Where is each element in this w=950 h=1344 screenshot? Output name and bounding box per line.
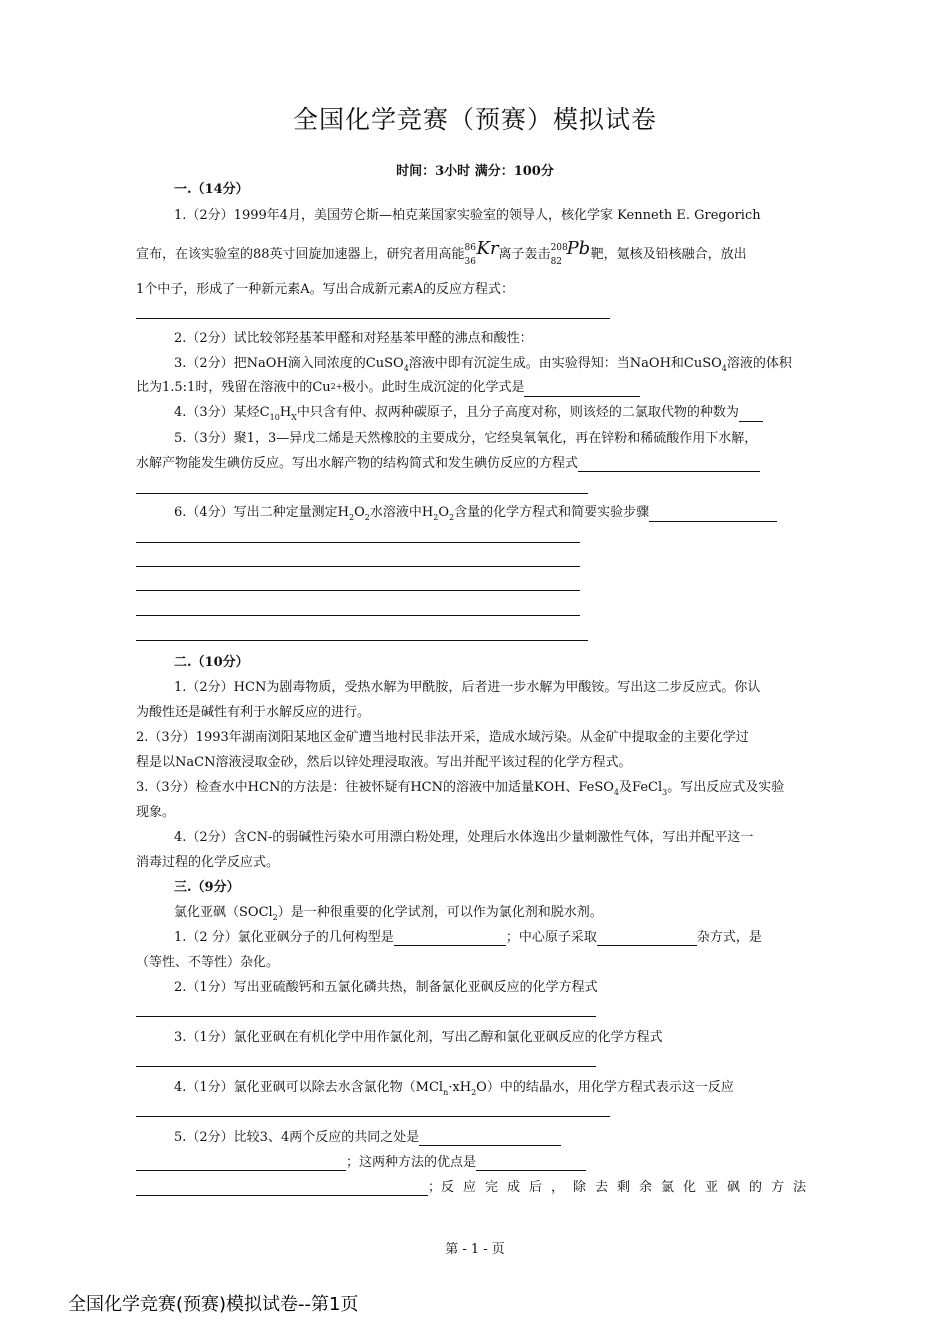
answer-blank[interactable]	[419, 1132, 561, 1146]
s3-q1-line1: 1.（2 分）氯化亚砜分子的几何构型是 ；中心原子采取 杂方式，是	[174, 930, 762, 945]
s1-q1-line1: 1.（2分）1999年4月，美国劳仑斯—柏克莱国家实验室的领导人，核化学家 Kenneth E. Gregorich	[174, 208, 761, 223]
answer-blank[interactable]	[739, 408, 763, 422]
s1-q5-line1: 5.（3分）聚1，3—异戊二烯是天然橡胶的主要成分，它经臭氧氧化，再在锌粉和稀硫酸作用下水解，	[174, 431, 758, 446]
answer-blank[interactable]	[524, 383, 640, 397]
answer-blank[interactable]	[136, 1066, 596, 1067]
answer-blank[interactable]	[136, 566, 580, 567]
s1-q5-line2: 水解产物能发生碘仿反应。写出水解产物的结构简式和发生碘仿反应的方程式	[136, 456, 760, 472]
s3-q1-line2: （等性、不等性）杂化。	[136, 955, 280, 970]
s3-intro: 氯化亚砜（SOCl$_2$）是一种很重要的化学试剂，可以作为氯化剂和脱水剂。	[174, 905, 603, 922]
krypton-nuclide: 86 36 Kr	[464, 238, 499, 267]
section-1-header: 一.（14分）	[174, 182, 249, 197]
s2-q3-line2: 现象。	[136, 805, 176, 820]
s3-q4: 4.（1分）氯化亚砜可以除去水含氯化物$(MCl_n\cdot xH_2O)$中的结晶水，用化学方程式表示这一反应	[174, 1080, 734, 1097]
s3-q2: 2.（1分）写出亚硫酸钙和五氯化磷共热，制备氯化亚砜反应的化学方程式	[174, 980, 598, 995]
answer-blank[interactable]	[136, 542, 580, 543]
s1-q1-line2: 宣布，在该实验室的88英寸回旋加速器上，研究者用高能 86 36 Kr 离子轰击 208 82 Pb 靶，氪核及铅核融合，放出	[136, 238, 747, 267]
s2-q1-line1: 1.（2分）HCN为剧毒物质，受热水解为甲酰胺，后者进一步水解为甲酸铵。写出这二步反应式。你认	[174, 680, 761, 695]
s3-q5-line1: 5.（2分）比较3、4两个反应的共同之处是	[174, 1130, 561, 1146]
answer-blank[interactable]	[136, 1116, 610, 1117]
s2-q1-line2: 为酸性还是碱性有利于水解反应的进行。	[136, 705, 371, 720]
s1-q3-line1: 3.（2分）把NaOH滴入同浓度的CuSO$_4$溶液中即有沉淀生成。由实验得知：当NaOH和CuSO$_4$溶液的体积	[174, 356, 792, 373]
answer-blank[interactable]	[476, 1157, 586, 1171]
answer-blank[interactable]	[136, 590, 580, 591]
s2-q2-line1: 2.（3分）1993年湖南浏阳某地区金矿遭当地村民非法开采，造成水域污染。从金矿中提取金的主要化学过	[136, 730, 749, 745]
answer-blank[interactable]	[136, 1157, 346, 1171]
answer-blank[interactable]	[136, 493, 588, 494]
s1-q4: 4.（3分）某烃$C_{10}H_X$中只含有仲、叔两种碳原子，且分子高度对称，则该烃的二氯取代物的种数为	[174, 405, 763, 422]
lead-nuclide: 208 82 Pb	[550, 238, 591, 267]
answer-blank[interactable]	[578, 458, 760, 472]
s3-q3: 3.（1分）氯化亚砜在有机化学中用作氯化剂，写出乙醇和氯化亚砜反应的化学方程式	[174, 1030, 663, 1045]
answer-blank[interactable]	[597, 932, 697, 946]
s3-q5-line2: ；这两种方法的优点是	[136, 1155, 586, 1171]
s1-q2: 2.（2分）试比较邻羟基苯甲醛和对羟基苯甲醛的沸点和酸性：	[174, 331, 533, 346]
s2-q4-line1: 4.（2分）含CN-的弱碱性污染水可用漂白粉处理，处理后水体逸出少量刺激性气体，写出并配平这一	[174, 830, 754, 845]
section-3-header: 三.（9分）	[174, 880, 240, 895]
exam-time-score: 时间：3小时 满分：100分	[396, 164, 554, 179]
answer-blank[interactable]	[136, 615, 580, 616]
s2-q2-line2: 程是以NaCN溶液浸取金砂，然后以锌处理浸取液。写出并配平该过程的化学方程式。	[136, 755, 632, 770]
answer-blank[interactable]	[136, 640, 588, 641]
page-number: 第 - 1 - 页	[445, 1242, 505, 1257]
answer-blank[interactable]	[136, 1182, 428, 1196]
answer-blank[interactable]	[649, 508, 777, 522]
s1-q1-line3: 1个中子，形成了一种新元素A。写出合成新元素A的反应方程式：	[136, 282, 515, 297]
s1-q6: 6.（4分）写出二种定量测定$H_2O_2$水溶液中$H_2O_2$含量的化学方程式和简要实验步骤	[174, 505, 777, 522]
s2-q4-line2: 消毒过程的化学反应式。	[136, 855, 280, 870]
answer-blank[interactable]	[136, 318, 610, 319]
s3-q5-line3: ； 反应完成后，除去剩余氯化亚砜的方法	[136, 1180, 814, 1196]
document-caption: 全国化学竞赛(预赛)模拟试卷--第1页	[68, 1294, 359, 1315]
s1-q3-line2: 比为1.5:1时，残留在溶液中的Cu2+极小。此时生成沉淀的化学式是	[136, 380, 640, 397]
answer-blank[interactable]	[136, 1016, 596, 1017]
s2-q3-line1: 3.（3分）检查水中HCN的方法是：往被怀疑有HCN的溶液中加适量KOH、FeSO$_4$及FeCl$_3$。写出反应式及实验	[136, 780, 785, 797]
answer-blank[interactable]	[394, 932, 506, 946]
page-title: 全国化学竞赛（预赛）模拟试卷	[292, 105, 657, 134]
section-2-header: 二.（10分）	[174, 655, 249, 670]
